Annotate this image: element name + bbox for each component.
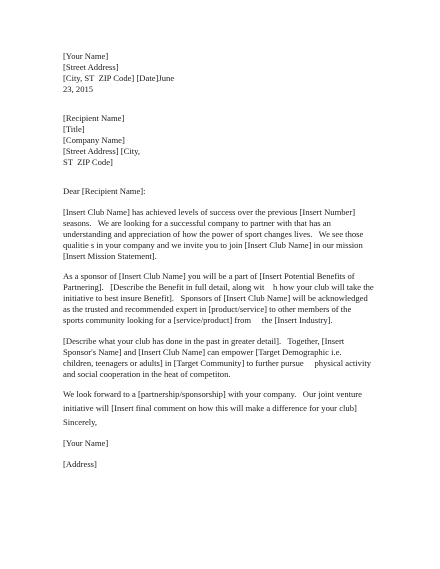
recipient-title: [Title] — [63, 124, 85, 134]
paragraph-1-line: [Insert Mission Statement]. — [63, 251, 157, 261]
paragraph-1-line: understanding and appreciation of how the power of sport changes lives. We see those — [63, 229, 364, 239]
paragraph-2-line: As a sponsor of [Insert Club Name] you will be a part of [Insert Potential Benefits of — [63, 271, 355, 281]
paragraph-1-line: [Insert Club Name] has achieved levels of success over the previous [Insert Number] — [63, 207, 356, 217]
paragraph-3-line: [Describe what your club has done in the past in greater detail]. Together, [Insert — [63, 336, 345, 346]
paragraph-3-line: Sponsor's Name] and [Insert Club Name] can empower [Target Demographic i.e. — [63, 347, 342, 357]
paragraph-2-line: as the trusted and recommended expert in [product/service] to other members of the — [63, 304, 352, 314]
closing: Sincerely, — [63, 417, 98, 427]
recipient-company: [Company Name] — [63, 135, 125, 145]
paragraph-1-line: seasons. We are looking for a successful company to partner with that has an — [63, 218, 331, 228]
paragraph-2-line: Partnering]. [Describe the Benefit in full detail, along wit h how your club will take the — [63, 282, 374, 292]
recipient-street: [Street Address] [City, — [63, 146, 141, 156]
recipient-zip: ST ZIP Code] — [63, 157, 113, 167]
sender-date-cont: 23, 2015 — [63, 84, 94, 94]
recipient-name: [Recipient Name] — [63, 113, 125, 123]
paragraph-4-line: We look forward to a [partnership/sponsorship] with your company. Our joint venture — [63, 389, 362, 399]
paragraph-2-line: initiative to best insure Benefit]. Sponsors of [Insert Club Name] will be acknowledged — [63, 293, 368, 303]
paragraph-2-line: sports community looking for a [service/product] from the [Insert Industry]. — [63, 315, 333, 325]
sender-street: [Street Address] — [63, 62, 119, 72]
sender-name: [Your Name] — [63, 51, 109, 61]
signature-address: [Address] — [63, 459, 97, 469]
signature-name: [Your Name] — [63, 438, 109, 448]
paragraph-3-line: children, teenagers or adults] in [Target Community] to further pursue physical activity — [63, 358, 372, 368]
paragraph-1-line: qualitie s in your company and we invite you to join [Insert Club Name] in our mission — [63, 240, 363, 250]
paragraph-3-line: and social cooperation in the heat of competiton. — [63, 369, 231, 379]
sender-city-date: [City, ST ZIP Code] [Date]June — [63, 73, 175, 83]
paragraph-4-line: initiative will [Insert final comment on how this will make a difference for your club] — [63, 403, 357, 413]
salutation: Dear [Recipient Name]: — [63, 186, 146, 196]
